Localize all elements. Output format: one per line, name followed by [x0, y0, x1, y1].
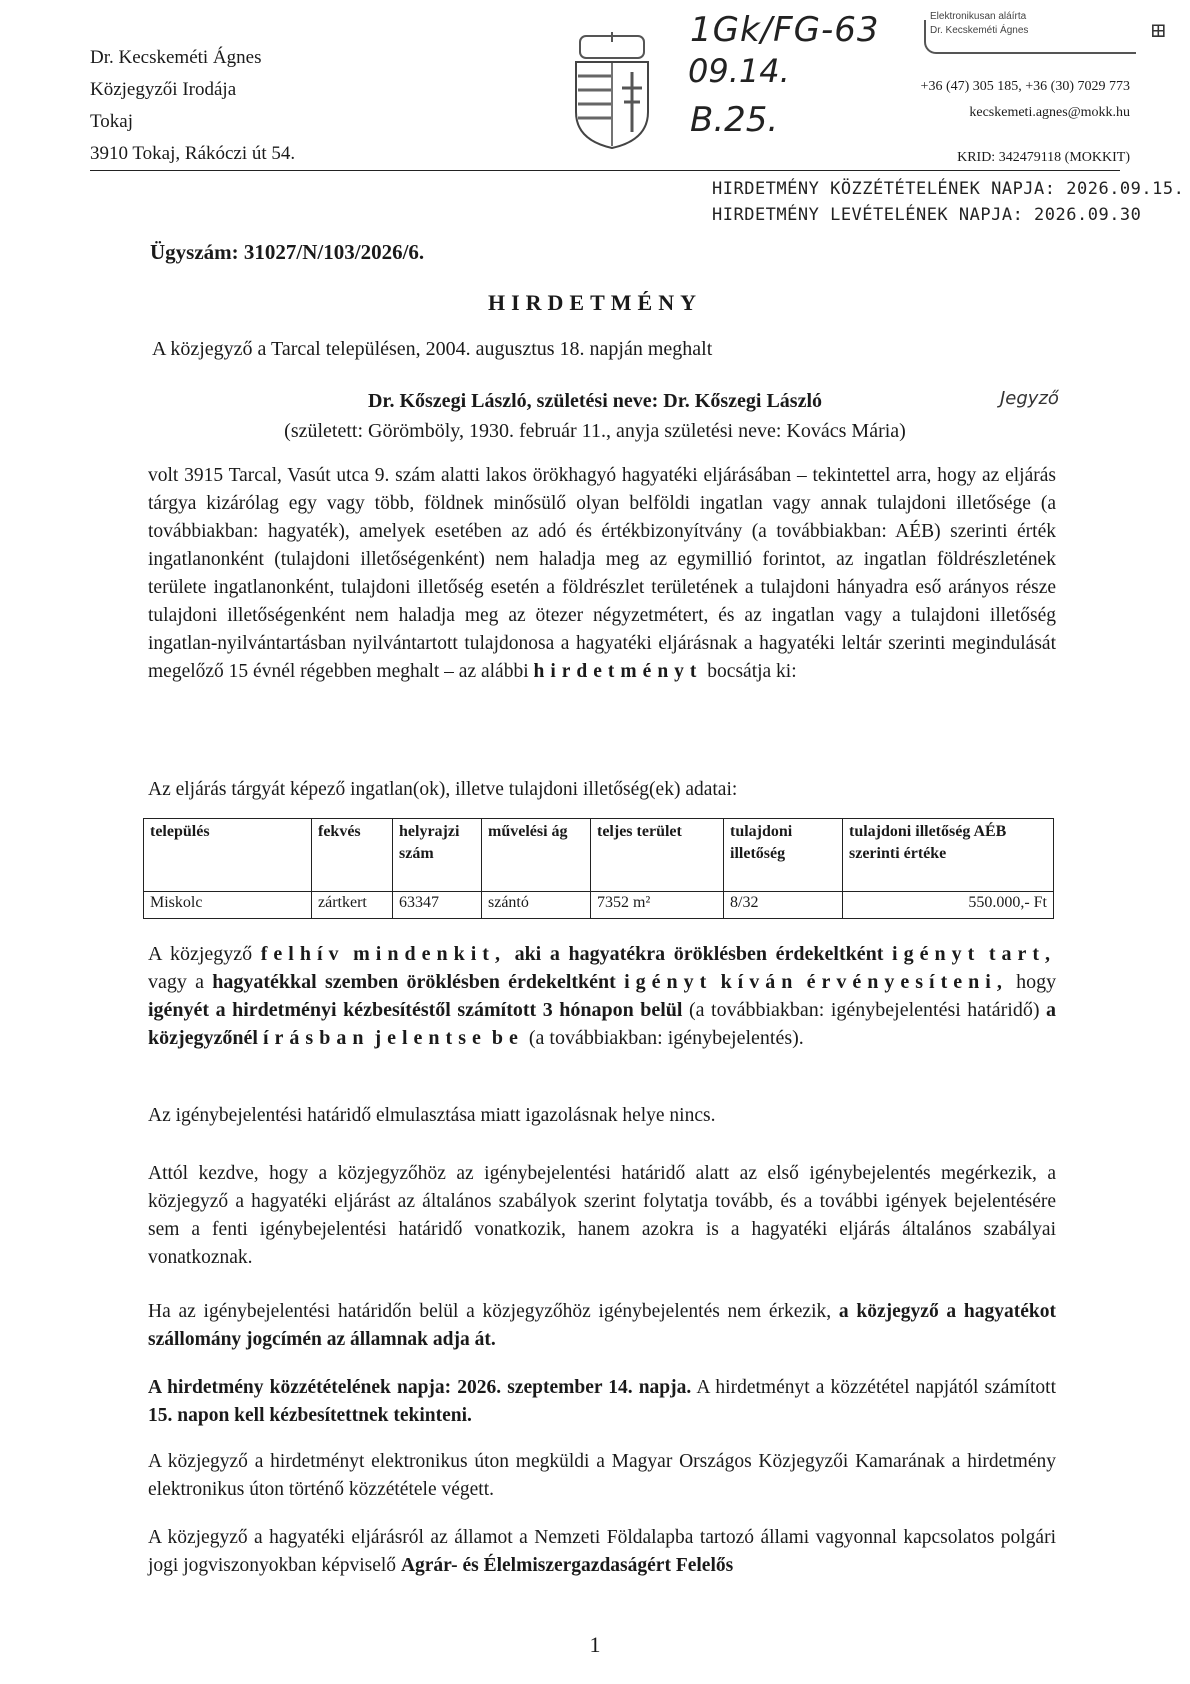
sender-office: Közjegyzői Irodája — [90, 79, 237, 100]
call-text-3: vagy a — [148, 971, 204, 993]
call-spaced-7: érvényesíteni, — [806, 971, 1008, 993]
col-header-location: fekvés — [312, 819, 393, 892]
call-spaced-5: igényt — [624, 971, 713, 993]
col-header-share-value: tulajdoni illetőség AÉB szerinti értéke — [843, 819, 1054, 892]
corner-stamp-icon: ⊞ — [1150, 20, 1167, 42]
table-row — [144, 892, 1054, 919]
call-text-4: hogy — [1016, 971, 1057, 993]
sender-name: Dr. Kecskeméti Ágnes — [90, 47, 262, 68]
call-spaced-4: tart, — [988, 943, 1057, 965]
call-text-6: (a továbbiakban: igénybejelentés). — [528, 1027, 804, 1049]
call-spaced-9: jelentse — [374, 1027, 487, 1049]
handwritten-file-number: 1Gk/FG-63 — [690, 10, 880, 50]
no-claim-text: Ha az igénybejelentési határidőn belül a közjegyzőhöz igénybejelentés nem érkezik, — [148, 1301, 832, 1322]
property-table — [143, 818, 1054, 919]
paragraph-no-excuse: Az igénybejelentési határidő elmulasztása miatt igazolásnak helye nincs. — [148, 1105, 716, 1126]
handwritten-code: B.25. — [690, 100, 779, 140]
call-bold-3: a közjegyzőnél — [148, 999, 1056, 1049]
case-number: Ügyszám: 31027/N/103/2026/6. — [150, 240, 425, 264]
col-header-parcel-number: helyrajzi szám — [393, 819, 482, 892]
call-spaced-3: igényt — [892, 943, 981, 965]
sender-city: Tokaj — [90, 111, 133, 132]
paragraph-state — [148, 1524, 1056, 1580]
intro-line: A közjegyző a Tarcal településen, 2004. augusztus 18. napján meghalt — [152, 338, 713, 360]
sender-address: 3910 Tokaj, Rákóczi út 54. — [90, 143, 296, 164]
no-claim-bold: a közjegyző a hagyatékot szállomány jogcímén az államnak adja át. — [148, 1301, 1057, 1350]
call-spaced-2: mindenkit, — [353, 943, 506, 965]
call-text-1: A közjegyző — [148, 943, 253, 965]
contact-phone: +36 (47) 305 185, +36 (30) 7029 773 — [920, 79, 1130, 94]
deceased-name: Dr. Kőszegi László, születési neve: Dr. Kőszegi László — [367, 390, 822, 412]
handwritten-signature: Jegyző — [1000, 388, 1059, 409]
call-spaced-8: írásban — [262, 1027, 370, 1049]
publication-date: A hirdetmény közzétételének napja: 2026. szeptember 14. napja. — [148, 1377, 692, 1398]
paragraph-chamber: A közjegyző a hirdetményt elektronikus úton megküldi a Magyar Országos Közjegyzői Kamarának a hirdetmény elektronikus úton történő közzététele végett. — [148, 1451, 1056, 1500]
call-bold-1: hagyatékkal szemben öröklésben érdekeltként — [212, 971, 616, 993]
coat-of-arms-icon — [570, 32, 654, 150]
call-bold-2: igényét a hirdetményi kézbesítéstől számított 3 hónapon belül — [148, 999, 683, 1021]
stamp-line-1: Elektronikusan aláírta — [930, 11, 1027, 22]
main-paragraph-text: volt 3915 Tarcal, Vasút utca 9. szám alatti lakos örökhagyó hagyatéki eljárásában – tekintettel arra, hogy az eljárás tárgya kizárólag egy vagy több, földnek minősülő olyan belföldi ingatlan vagy annak tulajdoni illetősége (a továbbiakban: hagyaték), amelyek esetében az adó és értékbizonyítvány (a továbbiakban: AÉB) szerinti érték ingatlanonként (tulajdoni illetőségenként) nem haladja meg az egymillió forintot, az ingatlan földrészletének területe ingatlanonként, tulajdoni illetőség esetén a földrészlet területének a tulajdoni hányadra eső arányos része tulajdoni illetőségenként nem haladja meg az ötezer négyzetmétert, és az ingatlan vagy a tulajdoni illetőség ingatlan-nyilvántartásban nyilvántartott tulajdonosa a hagyatéki eljárásnak a hagyatéki leltár szerinti megindulását megelőző 15 évnél régebben meghalt – az alábbi — [148, 465, 1056, 682]
cell-total-area: 7352 m² — [591, 892, 724, 919]
paragraph-publication — [148, 1374, 1056, 1430]
cell-settlement: Miskolc — [144, 892, 312, 919]
call-paragraph — [148, 940, 1056, 1052]
sender-block — [90, 42, 295, 170]
state-bold: Agrár- és Élelmiszergazdaságért Felelős — [400, 1555, 734, 1576]
cell-ownership-share: 8/32 — [724, 892, 843, 919]
call-spaced-10: be — [491, 1027, 524, 1049]
call-text-5: (a továbbiakban: igénybejelentési határidő) — [688, 999, 1040, 1021]
paragraph-first-claim: Attól kezdve, hogy a közjegyzőhöz az igénybejelentési határidő alatt az első igénybejelentés megérkezik, a közjegyző a hagyatéki eljárást az általános szabályok szerint folytatja tovább, és a további igények bejelentésére sem a fenti igénybejelentési határidő vonatkozik, hanem azokra is a hagyatéki eljárás általános szabályai vonatkoznak. — [148, 1163, 1056, 1268]
call-spaced-6: kíván — [720, 971, 799, 993]
col-header-settlement: település — [144, 819, 312, 892]
col-header-total-area: teljes terület — [591, 819, 724, 892]
page-number: 1 — [589, 1632, 601, 1657]
call-spaced-1: felhív — [260, 943, 345, 965]
e-signature-stamp — [930, 10, 1028, 38]
handwritten-publication-notes — [712, 176, 1184, 228]
cell-location: zártkert — [312, 892, 393, 919]
cell-share-value: 550.000,- Ft — [843, 892, 1054, 919]
deceased-birth-details: (született: Görömböly, 1930. február 11., anyja születési neve: Kovács Mária) — [284, 420, 906, 442]
col-header-ownership-share: tulajdoni illetőség — [724, 819, 843, 892]
cell-cultivation: szántó — [482, 892, 591, 919]
stamp-line-2: Dr. Kecskeméti Ágnes — [930, 25, 1029, 36]
table-intro: Az eljárás tárgyát képező ingatlan(ok), illetve tulajdoni illetőség(ek) adatai: — [148, 779, 738, 800]
krid-id: KRID: 342479118 (MOKKIT) — [957, 150, 1130, 165]
handwritten-note-2: HIRDETMÉNY LEVÉTELÉNEK NAPJA: 2026.09.30 — [712, 205, 1142, 225]
col-header-cultivation: művelési ág — [482, 819, 591, 892]
handwritten-note-1: HIRDETMÉNY KÖZZÉTÉTELÉNEK NAPJA: 2026.09.15. — [712, 179, 1185, 199]
contact-email: kecskemeti.agnes@mokk.hu — [969, 105, 1130, 120]
handwritten-date: 09.14. — [688, 52, 790, 90]
call-text-2: aki a hagyatékra öröklésben érdekeltként — [514, 943, 884, 965]
document-title: HIRDETMÉNY — [487, 290, 702, 315]
paragraph-no-claim — [148, 1298, 1056, 1354]
main-paragraph-end: bocsátja ki: — [707, 661, 797, 682]
publication-delivery: 15. napon kell kézbesítettnek tekinteni. — [148, 1405, 472, 1426]
main-paragraph — [148, 462, 1056, 686]
publication-text: A hirdetményt a közzététel napjától számított — [696, 1377, 1056, 1398]
cell-parcel-number: 63347 — [393, 892, 482, 919]
header-divider — [90, 170, 1120, 171]
property-table-header-row — [144, 819, 1054, 892]
state-text: A közjegyző a hagyatéki eljárásról az államot a Nemzeti Földalapba tartozó állami vagyonnal kapcsolatos polgári jogi jogviszonyokban képviselő — [148, 1527, 1056, 1576]
contact-block — [921, 74, 1130, 126]
main-paragraph-keyword: hirdetményt — [533, 661, 703, 682]
